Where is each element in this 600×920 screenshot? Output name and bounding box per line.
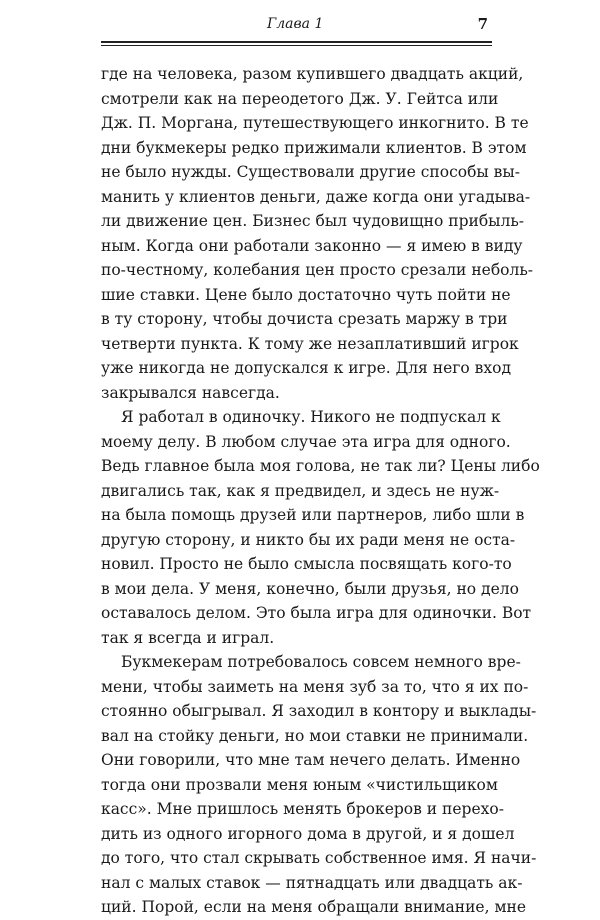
text-line: Дж. П. Моргана, путешествующего инкогнито. В те xyxy=(101,114,529,132)
header-rule-thick xyxy=(101,41,492,43)
running-header xyxy=(101,8,492,32)
text-line: моему делу. В любом случае эта игра для одного. xyxy=(101,432,511,451)
text-line: Букмекерам потребовалось совсем немного вре- xyxy=(121,653,521,671)
text-line: двигались так, как я предвидел, и здесь не нуж- xyxy=(101,481,500,500)
paragraph xyxy=(101,405,540,650)
text-line: по-честному, колебания цен просто срезали неболь- xyxy=(101,261,534,279)
text-line: Я работал в одиночку. Никого не подпускал к xyxy=(121,408,501,426)
text-line: тогда они прозвали меня юным «чистильщиком xyxy=(101,775,498,794)
body-text xyxy=(101,62,540,920)
header-rule-thin xyxy=(101,45,492,46)
text-line: стоянно обыгрывал. Я заходил в контору и выклады- xyxy=(101,702,537,720)
text-line: до того, что стал скрывать собственное имя. Я начи- xyxy=(101,849,537,867)
paragraph xyxy=(101,62,534,405)
text-line: дни букмекеры редко прижимали клиентов. В этом xyxy=(101,138,527,157)
text-line: ций. Порой, если на меня обращали внимание, мне xyxy=(101,898,527,916)
text-line: касс». Мне пришлось менять брокеров и перехо- xyxy=(101,800,504,818)
text-line: шие ставки. Цене было достаточно чуть пойти не xyxy=(101,285,511,304)
text-line: вал на стойку деньги, но мои ставки не принимали. xyxy=(101,726,529,745)
text-line: в мои дела. У меня, конечно, были друзья, но дело xyxy=(101,579,519,598)
text-line: нал с малых ставок — пятнадцать или двадцать ак- xyxy=(101,873,523,892)
paragraph xyxy=(101,650,537,920)
text-line: в ту сторону, чтобы дочиста срезать маржу в три xyxy=(101,310,508,328)
text-line: где на человека, разом купившего двадцать акций, xyxy=(101,65,524,83)
text-line: Ведь главное была моя голова, не так ли? Цены либо xyxy=(101,457,540,475)
text-line: оставалось делом. Это была игра для одиночки. Вот xyxy=(101,604,532,622)
text-line: смотрели как на переодетого Дж. У. Гейтса или xyxy=(101,89,499,108)
text-line: ли движение цен. Бизнес был чудовищно прибыль- xyxy=(101,212,525,230)
chapter-title: Глава 1 xyxy=(267,16,324,32)
text-line: ным. Когда они работали законно — я имею в виду xyxy=(101,236,523,255)
text-line: закрывался навсегда. xyxy=(101,383,280,402)
text-line: другую сторону, и никто бы их ради меня не оста- xyxy=(101,530,516,549)
text-line: уже никогда не допускался к игре. Для него вход xyxy=(101,359,511,377)
text-line: манить у клиентов деньги, даже когда они угадыва- xyxy=(101,187,531,206)
text-line: Они говорили, что мне там нечего делать. Именно xyxy=(101,751,521,769)
text-line: так я всегда и играл. xyxy=(101,628,275,647)
text-line: на была помощь друзей или партнеров, либо шли в xyxy=(101,506,525,524)
book-page xyxy=(101,8,540,916)
text-line: новил. Просто не было смысла посвящать кого-то xyxy=(101,555,512,573)
text-line: не было нужды. Существовали другие способы вы- xyxy=(101,163,520,181)
text-line: мени, чтобы заиметь на меня зуб за то, что я их по- xyxy=(101,677,529,696)
text-line: дить из одного игорного дома в другой, и я дошел xyxy=(101,824,515,843)
page-number: 7 xyxy=(477,15,488,33)
text-line: четверти пункта. К тому же незаплативший игрок xyxy=(101,334,519,353)
